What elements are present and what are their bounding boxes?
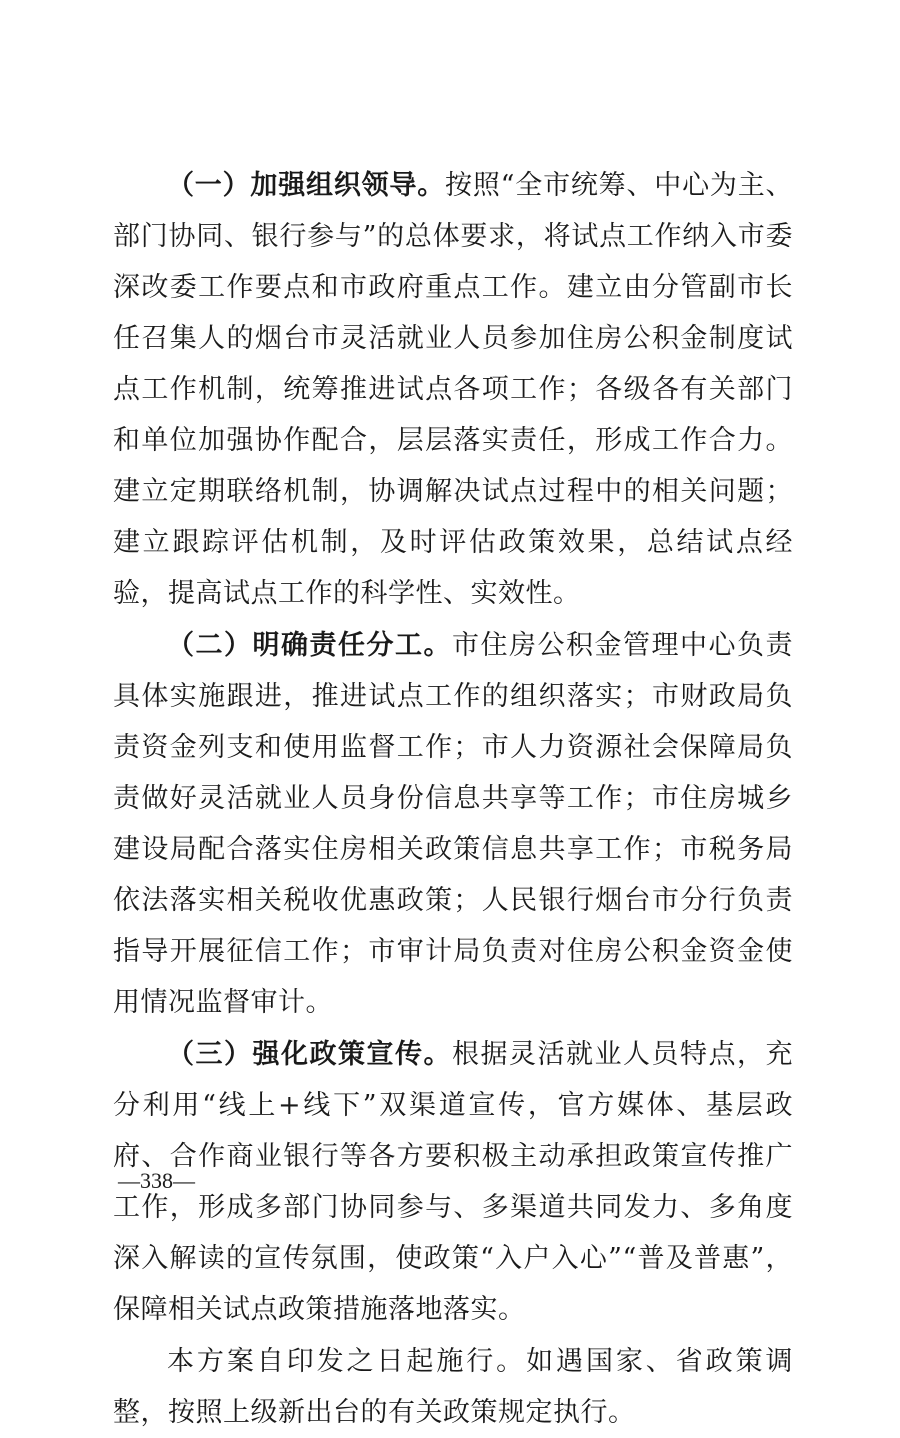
section-heading: （二）明确责任分工。 [167, 630, 452, 661]
page-number: —338— [118, 1168, 195, 1193]
section-text: 根据灵活就业人员特点，充分利用“线上+线下”双渠道宣传，官方媒体、基层政府、合作商业银行等各方要积极主动承担政策宣传推广工作，形成多部门协同参与、多渠道共同发力、多角度深入解读的宣传氛围，使政策“入户入心”“普及普惠”，保障相关试点政策措施落地落实。 [113, 1039, 793, 1325]
section-responsibility-division [113, 620, 793, 1028]
section-heading: （一）加强组织领导。 [167, 170, 446, 201]
document-body [113, 160, 793, 1438]
section-organization-leadership [113, 160, 793, 619]
closing-paragraph: 本方案自印发之日起施行。如遇国家、省政策调整，按照上级新出台的有关政策规定执行。 [113, 1346, 793, 1428]
section-text: 市住房公积金管理中心负责具体实施跟进，推进试点工作的组织落实；市财政局负责资金列支和使用监督工作；市人力资源社会保障局负责做好灵活就业人员身份信息共享等工作；市住房城乡建设局配合落实住房相关政策信息共享工作；市税务局依法落实相关税收优惠政策；人民银行烟台市分行负责指导开展征信工作；市审计局负责对住房公积金资金使用情况监督审计。 [113, 630, 793, 1018]
section-text: 按照“全市统筹、中心为主、部门协同、银行参与”的总体要求，将试点工作纳入市委深改委工作要点和市政府重点工作。建立由分管副市长任召集人的烟台市灵活就业人员参加住房公积金制度试点工作机制，统筹推进试点各项工作；各级各有关部门和单位加强协作配合，层层落实责任，形成工作合力。建立定期联络机制，协调解决试点过程中的相关问题；建立跟踪评估机制，及时评估政策效果，总结试点经验，提高试点工作的科学性、实效性。 [113, 170, 793, 609]
section-heading: （三）强化政策宣传。 [167, 1039, 452, 1070]
section-policy-publicity [113, 1029, 793, 1335]
